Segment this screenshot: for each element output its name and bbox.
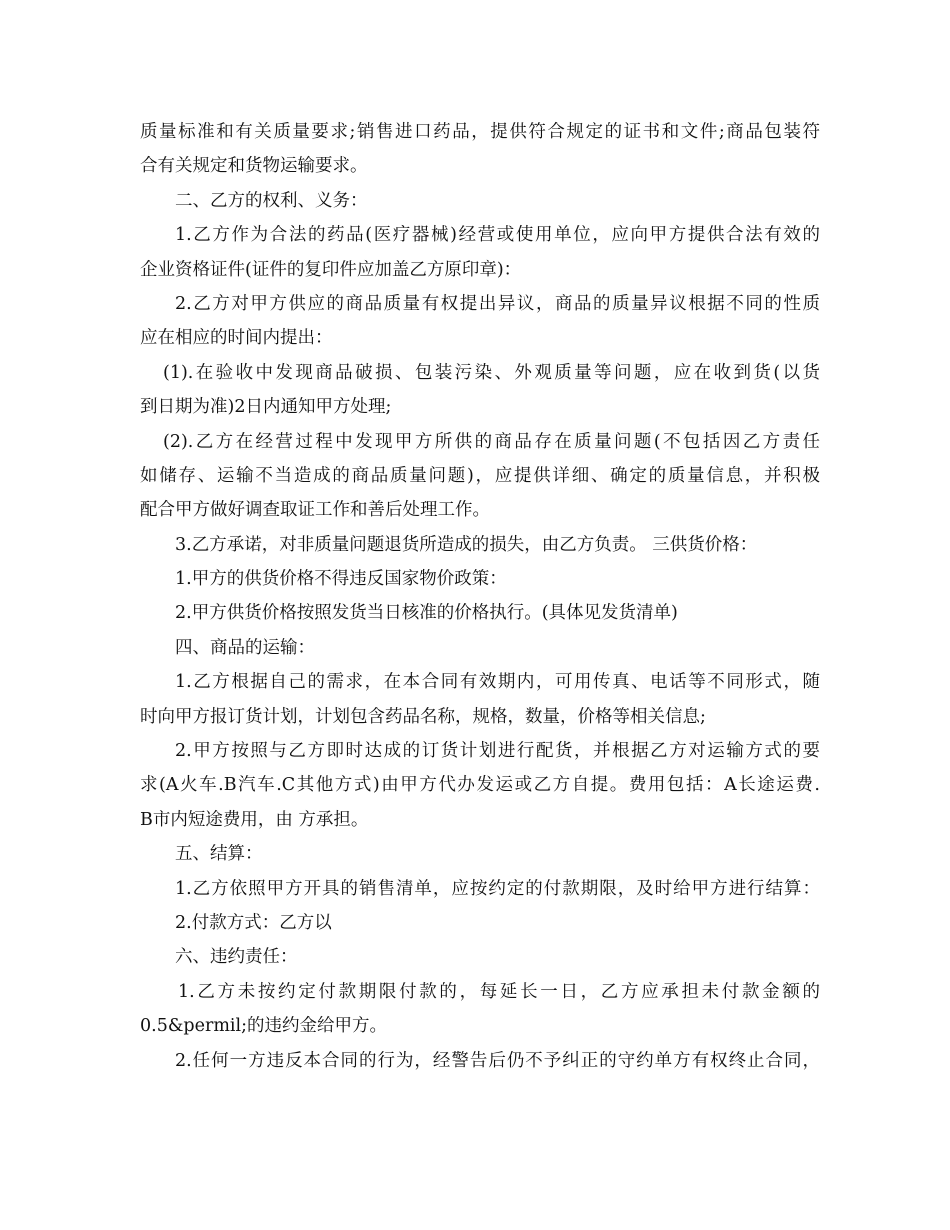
text-line: 1.乙方作为合法的药品(医疗器械)经营或使用单位，应向甲方提供合法有效的 [175,225,820,246]
text-line: 企业资格证件(证件的复印件应加盖乙方原印章)： [140,259,522,280]
text-line: 2.乙方对甲方供应的商品质量有权提出异议，商品的质量异议根据不同的性质 [175,293,820,314]
text-line: B市内短途费用，由 方承担。 [140,809,369,830]
section-heading: 六、违约责任： [175,947,298,968]
text-line: 1.乙方未按约定付款期限付款的，每延长一日，乙方应承担未付款金额的 [178,981,820,1002]
text-line: 1.甲方的供货价格不得违反国家物价政策： [175,569,507,590]
text-line: 0.5&permil;的违约金给甲方。 [140,1016,388,1037]
text-line: 如储存、运输不当造成的商品质量问题)，应提供详细、确定的质量信息，并积极 [140,465,820,486]
text-line: 2.甲方按照与乙方即时达成的订货计划进行配货，并根据乙方对运输方式的要 [175,741,820,762]
text-line: 1.乙方根据自己的需求，在本合同有效期内，可用传真、电话等不同形式，随 [175,672,820,693]
text-line: 配合甲方做好调查取证工作和善后处理工作。 [140,500,490,521]
text-line: 3.乙方承诺，对非质量问题退货所造成的损失，由乙方负责。 三供货价格： [175,534,758,555]
text-line: 2.任何一方违反本合同的行为，经警告后仍不予纠正的守约单方有权终止合同， [175,1050,820,1071]
text-line: 2.付款方式：乙方以 [175,912,332,933]
text-line: 应在相应的时间内提出： [140,328,333,349]
text-line: 到日期为准)2日内通知甲方处理; [140,397,392,418]
text-line: 1.乙方依照甲方开具的销售清单，应按约定的付款期限，及时给甲方进行结算： [175,878,820,899]
document-body [140,115,820,1078]
text-line: 时向甲方报订货计划，计划包含药品名称，规格，数量，价格等相关信息; [140,706,706,727]
text-line: 求(A火车.B汽车.C其他方式)由甲方代办发运或乙方自提。费用包括：A长途运费. [140,775,820,796]
text-line: (2).乙方在经营过程中发现甲方所供的商品存在质量问题(不包括因乙方责任 [163,431,820,452]
text-line: 2.甲方供货价格按照发货当日核准的价格执行。(具体见发货清单) [175,603,678,624]
text-line: 合有关规定和货物运输要求。 [140,156,368,177]
section-heading: 四、商品的运输： [175,637,315,658]
section-heading: 五、结算： [175,844,263,865]
text-line: (1).在验收中发现商品破损、包装污染、外观质量等问题，应在收到货(以货 [163,362,820,383]
text-line: 质量标准和有关质量要求;销售进口药品，提供符合规定的证书和文件;商品包装符 [140,122,820,142]
section-heading: 二、乙方的权利、义务： [175,190,368,211]
